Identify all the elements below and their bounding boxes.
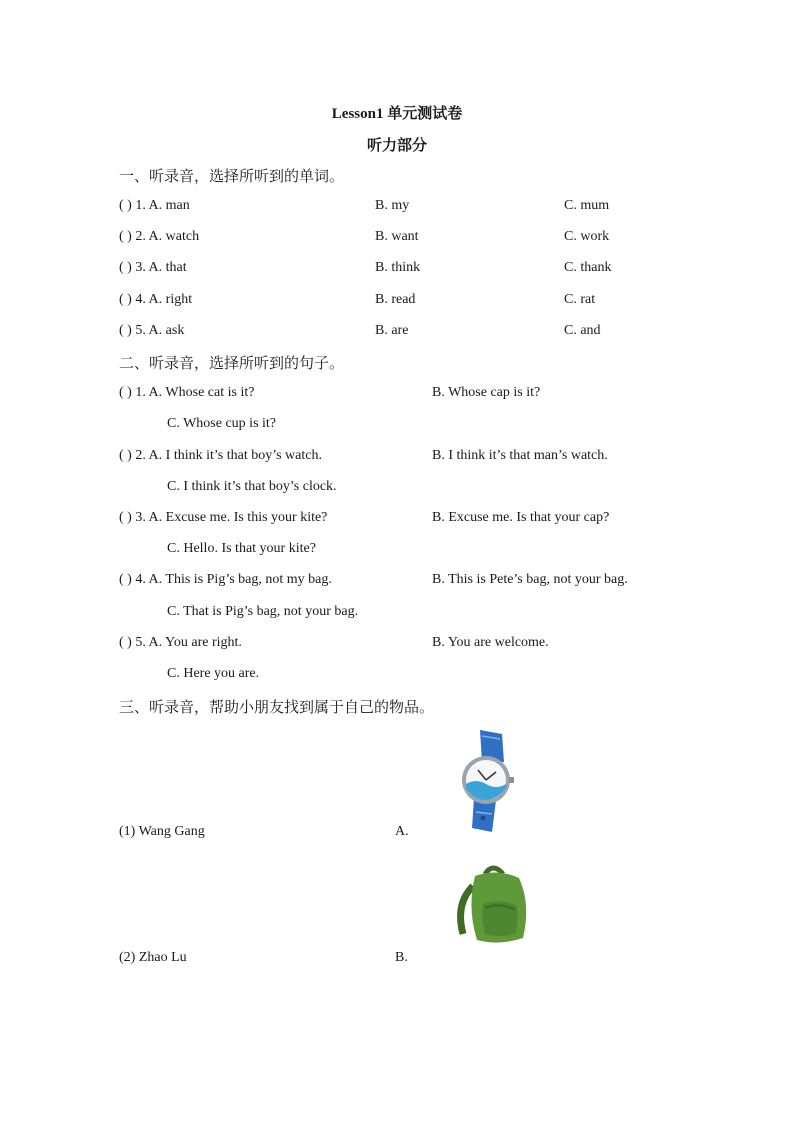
s1-q1-c: C. mum — [564, 198, 610, 213]
section2-heading: 二、听录音，选择所听到的句子。 — [119, 356, 345, 372]
s2-q3-c: C. Hello. Is that your kite? — [167, 541, 316, 556]
s3-item2-name: (2) Zhao Lu — [119, 950, 187, 965]
s3-option-b: B. — [395, 950, 408, 965]
s2-q5-a: ( ) 5. A. You are right. — [119, 635, 242, 650]
s2-q1-a: ( ) 1. A. Whose cat is it? — [119, 385, 255, 400]
s2-q2-a: ( ) 2. A. I think it’s that boy’s watch. — [119, 448, 322, 463]
section1-heading: 一、听录音，选择所听到的单词。 — [119, 169, 345, 185]
s1-q2-b: B. want — [375, 229, 419, 244]
s1-q2-a: ( ) 2. A. watch — [119, 229, 200, 244]
s3-item1-name: (1) Wang Gang — [119, 824, 205, 839]
s1-q5-b: B. are — [375, 323, 409, 338]
s2-q4-a: ( ) 4. A. This is Pig’s bag, not my bag. — [119, 572, 332, 587]
s2-q4-c: C. That is Pig’s bag, not your bag. — [167, 604, 359, 619]
s1-q3-b: B. think — [375, 260, 421, 275]
s3-option-a: A. — [395, 824, 409, 839]
s1-q1-a: ( ) 1. A. man — [119, 198, 190, 213]
s1-q3-a: ( ) 3. A. that — [119, 260, 187, 275]
s2-q1-b: B. Whose cap is it? — [432, 385, 541, 400]
backpack-picture — [453, 864, 535, 946]
s1-q2-c: C. work — [564, 229, 610, 244]
s2-q5-b: B. You are welcome. — [432, 635, 549, 650]
page-subtitle: 听力部分 — [366, 138, 427, 154]
s2-q2-b: B. I think it’s that man’s watch. — [432, 448, 608, 463]
s1-q5-c: C. and — [564, 323, 601, 338]
s2-q4-b: B. This is Pete’s bag, not your bag. — [432, 572, 628, 587]
s2-q3-a: ( ) 3. A. Excuse me. Is this your kite? — [119, 510, 328, 525]
s2-q3-b: B. Excuse me. Is that your cap? — [432, 510, 610, 525]
s1-q4-c: C. rat — [564, 292, 596, 307]
s1-q4-b: B. read — [375, 292, 416, 307]
s1-q3-c: C. thank — [564, 260, 612, 275]
page-title: Lesson1 单元测试卷 — [331, 106, 463, 122]
s1-q4-a: ( ) 4. A. right — [119, 292, 193, 307]
wristwatch-picture — [452, 728, 522, 836]
s1-q1-b: B. my — [375, 198, 410, 213]
s1-q5-a: ( ) 5. A. ask — [119, 323, 185, 338]
section3-heading: 三、听录音，帮助小朋友找到属于自己的物品。 — [119, 700, 435, 716]
s2-q5-c: C. Here you are. — [167, 666, 260, 681]
s2-q1-c: C. Whose cup is it? — [167, 416, 277, 431]
s2-q2-c: C. I think it’s that boy’s clock. — [167, 479, 337, 494]
